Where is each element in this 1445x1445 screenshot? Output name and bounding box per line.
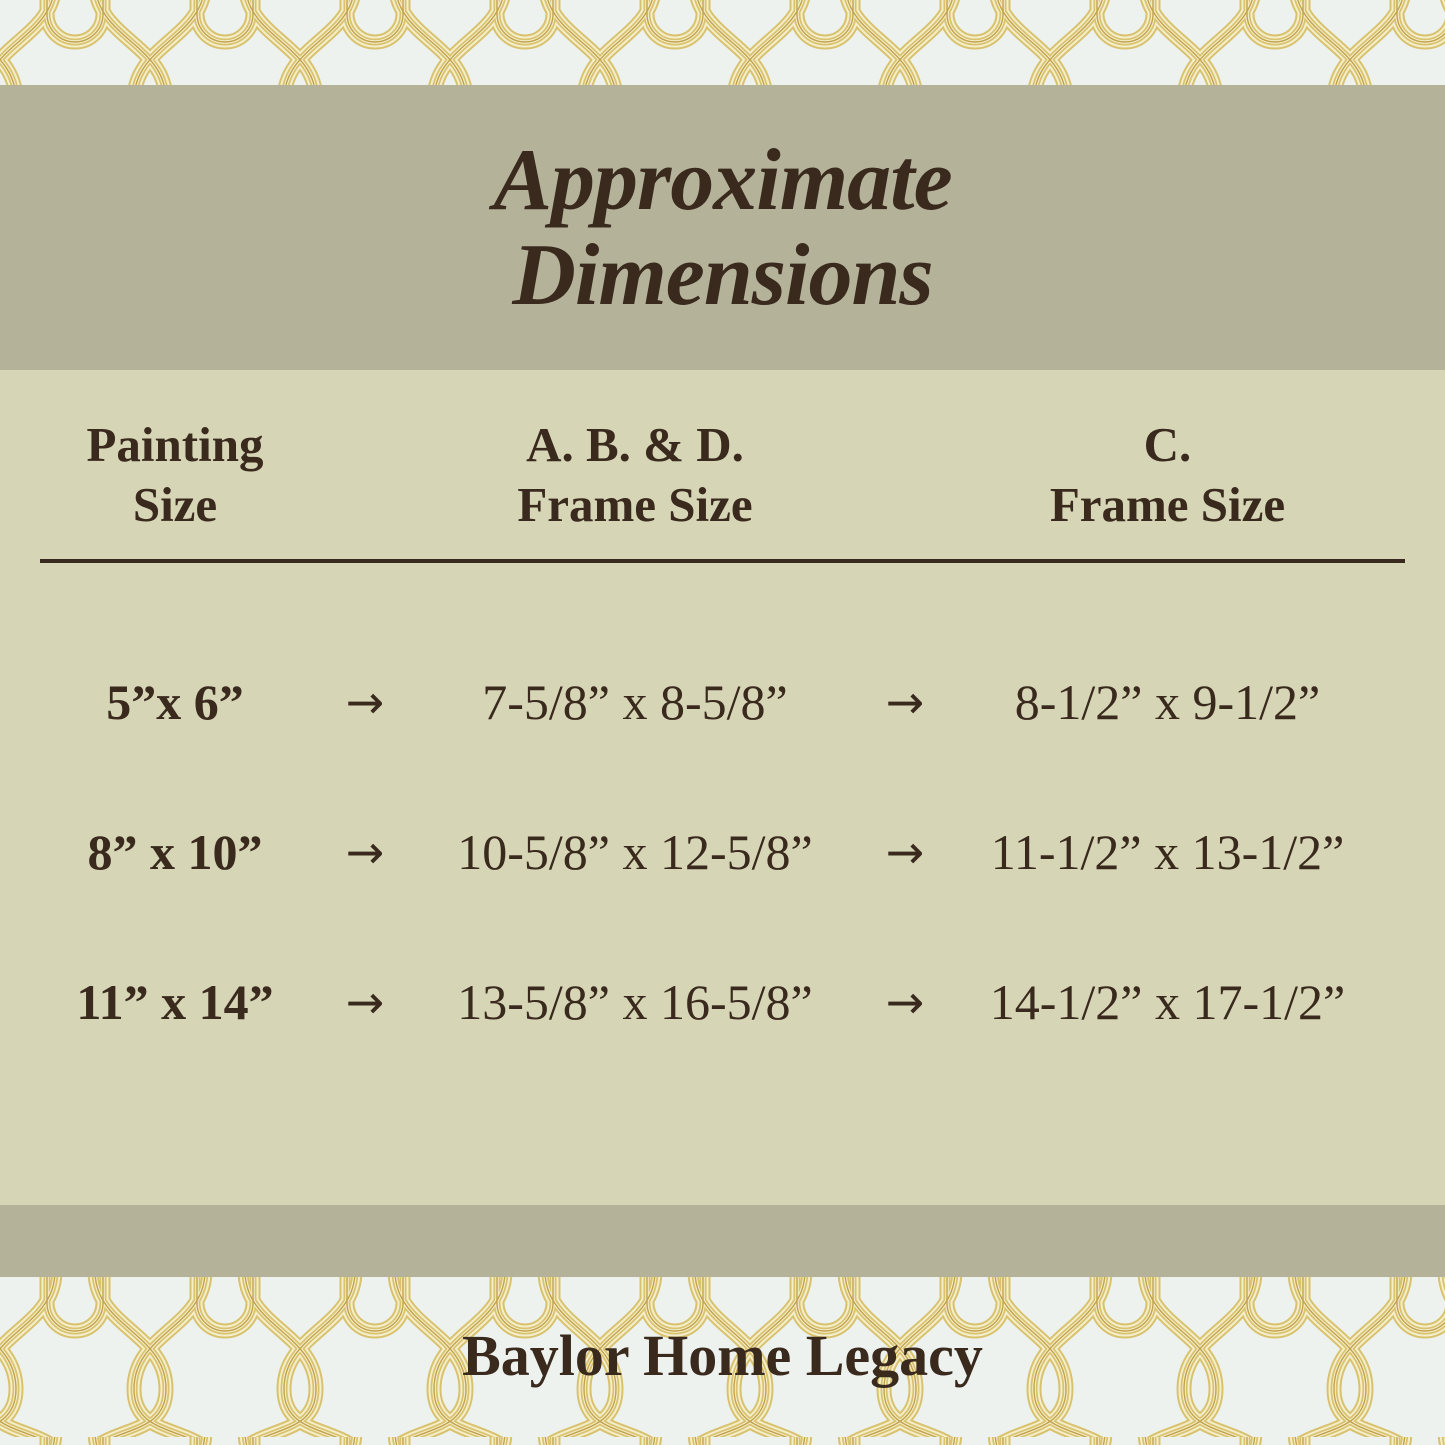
page-title bbox=[493, 133, 951, 323]
right-arrow-icon: → bbox=[345, 825, 385, 879]
top-border-pattern bbox=[0, 0, 1445, 85]
page-title-line2: Dimensions bbox=[512, 226, 933, 324]
right-arrow-icon: → bbox=[885, 975, 925, 1029]
brand-name: Baylor Home Legacy bbox=[462, 1323, 983, 1388]
abd-frame-size-value: 13-5/8” x 16-5/8” bbox=[457, 974, 813, 1030]
col-header-c-frame-size bbox=[955, 415, 1380, 535]
c-frame-size-value: 11-1/2” x 13-1/2” bbox=[990, 824, 1345, 880]
col-header-c-frame-size-line2: Frame Size bbox=[1049, 477, 1286, 532]
col-header-c-frame-size-line1: C. bbox=[1143, 417, 1192, 472]
col-header-painting-size-line1: Painting bbox=[86, 417, 264, 472]
table-row bbox=[0, 971, 1445, 1033]
page-title-line1: Approximate bbox=[493, 131, 952, 229]
dimensions-table-panel bbox=[0, 370, 1445, 1205]
title-band bbox=[0, 85, 1445, 370]
right-arrow-icon: → bbox=[885, 825, 925, 879]
col-header-abd-frame-size bbox=[415, 415, 855, 535]
painting-size-value: 11” x 14” bbox=[76, 974, 274, 1030]
footer-band bbox=[0, 1205, 1445, 1277]
right-arrow-icon: → bbox=[345, 975, 385, 1029]
col-header-abd-frame-size-line1: A. B. & D. bbox=[526, 417, 744, 472]
table-row bbox=[0, 671, 1445, 733]
abd-frame-size-value: 7-5/8” x 8-5/8” bbox=[482, 674, 788, 730]
table-header-row bbox=[0, 415, 1445, 535]
abd-frame-size-value: 10-5/8” x 12-5/8” bbox=[457, 824, 813, 880]
c-frame-size-value: 8-1/2” x 9-1/2” bbox=[1014, 674, 1321, 730]
right-arrow-icon: → bbox=[885, 675, 925, 729]
col-header-painting-size bbox=[35, 415, 315, 535]
painting-size-value: 8” x 10” bbox=[87, 824, 263, 880]
c-frame-size-value: 14-1/2” x 17-1/2” bbox=[989, 974, 1346, 1030]
painting-size-value: 5”x 6” bbox=[106, 674, 244, 730]
col-header-abd-frame-size-line2: Frame Size bbox=[517, 477, 753, 532]
right-arrow-icon: → bbox=[345, 675, 385, 729]
table-header-divider bbox=[40, 559, 1405, 563]
col-header-painting-size-line2: Size bbox=[132, 477, 218, 532]
table-row bbox=[0, 821, 1445, 883]
